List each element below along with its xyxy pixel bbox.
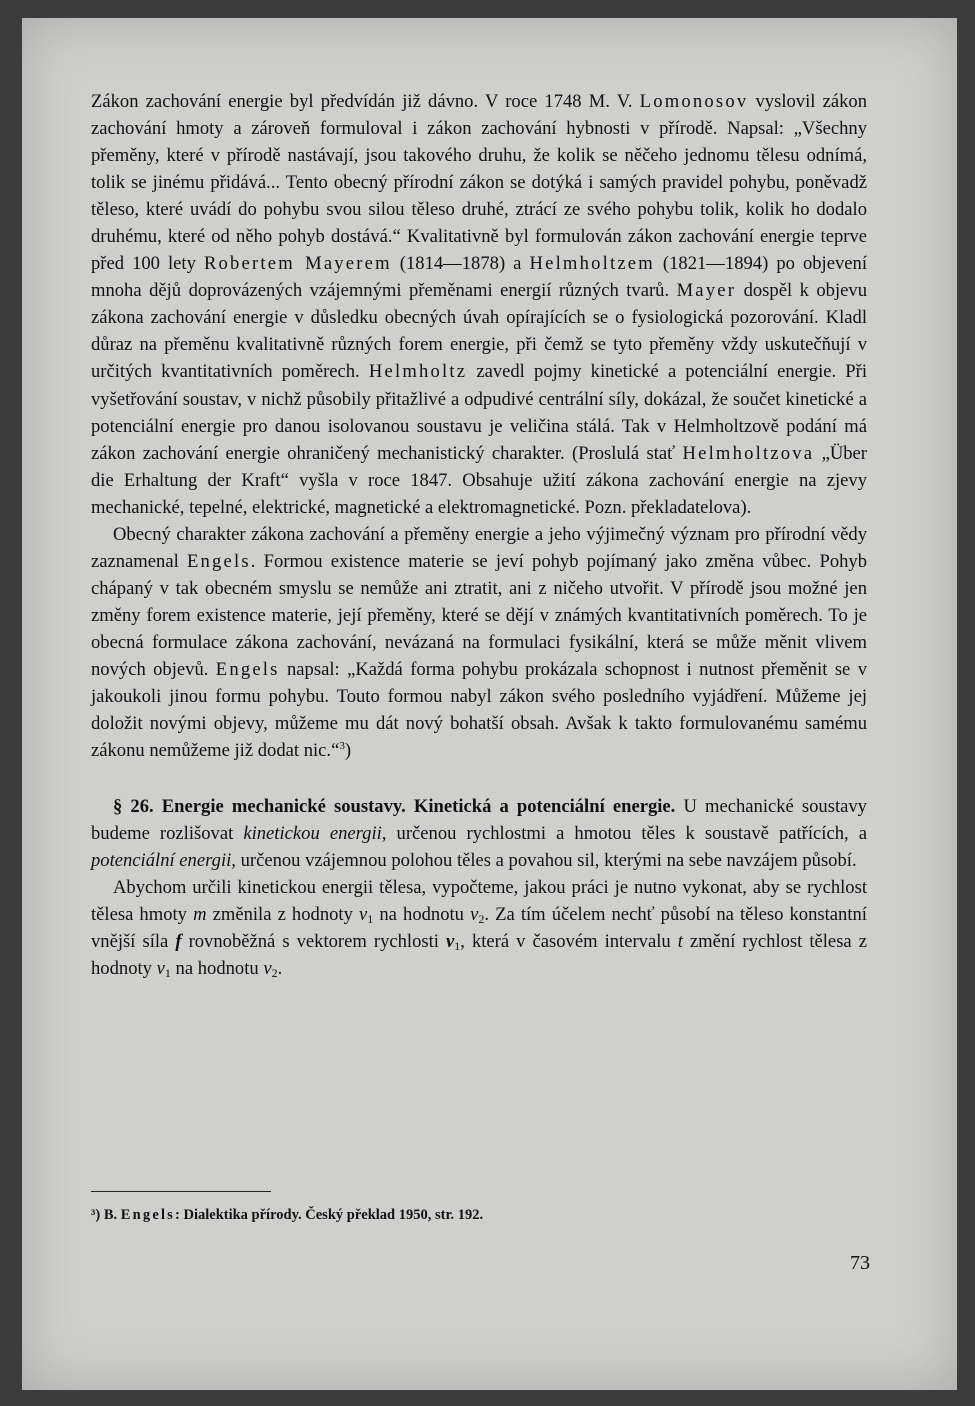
text-run: určenou vzájemnou polohou těles a povahou sil, kterými na sebe navzájem působí. bbox=[235, 850, 857, 872]
subscript: 2 bbox=[271, 966, 278, 981]
text-run: U mechanické soustavy budeme rozlišovat bbox=[91, 796, 867, 845]
text-run: . bbox=[277, 958, 283, 980]
text-run: napsal: „Každá forma pohybu prokázala schopnost i nutnost přeměnit se v jakoukoli jinou formu pohybu. Touto formou nabyl zákon svého posledního vyjádření. Můžeme jej doložit novými objevy, můžeme mu dát nový bohatší obsah. Avšak k takto formulovanému samému zákonu nemůžeme již dodat nic.“ bbox=[91, 658, 867, 762]
footnote-mark: ³ bbox=[91, 1207, 96, 1223]
section-gap bbox=[91, 764, 867, 793]
symbol-f: f bbox=[175, 931, 182, 953]
text-run: (1814—1878) a bbox=[391, 253, 530, 275]
text-run: změní rychlost tělesa z hodnoty bbox=[91, 931, 867, 980]
text-run: . Za tím účelem nechť působí na těleso konstantní vnější síla bbox=[91, 904, 867, 953]
paragraph-section-26 bbox=[91, 793, 867, 874]
subscript: 1 bbox=[367, 912, 374, 927]
name-engels: Engels bbox=[215, 658, 280, 680]
text-run: dospěl k objevu zákona zachování energie v důsledku obecných úvah opírajících se o fysiologická pozorování. Kladl důraz na přeměnu kvalitativně různých forem energie, při čemž se tyto přeměny vždy uskutečňují v určitých kvantitativních poměrech. bbox=[91, 280, 867, 383]
name-mayer: Robertem Mayerem bbox=[203, 253, 392, 275]
text-run: (1821—1894) po objevení mnoha dějů doprovázených vzájemnými přeměnami energií různých tvarů. bbox=[91, 253, 867, 302]
text-run: , která v časovém intervalu bbox=[460, 931, 678, 953]
symbol-m: m bbox=[193, 904, 207, 926]
subscript: 1 bbox=[454, 939, 461, 954]
text-column bbox=[91, 88, 867, 983]
paragraph-kinetic-energy bbox=[91, 874, 867, 982]
text-run: . Formou existence materie se jeví pohyb pojímaný jako změna vůbec. Pohyb chápaný v tak obecném smyslu se nemůže ani ztratit, ani z ničeho utvořit. V přírodě jsou možné jen změny forem existence materie, její přeměny, které se dějí v známých kvantitativních poměrech. To je obecná formulace zákona zachování, nevázaná na formulaci fysikální, která se může měnit vlivem nových objevů. bbox=[91, 550, 868, 680]
name-helmholtz: Helmholtz bbox=[368, 361, 468, 383]
name-mayer: Mayer bbox=[676, 280, 737, 302]
symbol-v: v bbox=[263, 958, 272, 980]
text-run: Zákon zachování energie byl předvídán již dávno. V roce 1748 M. V. bbox=[91, 91, 640, 112]
paragraph-history bbox=[91, 88, 867, 521]
term-kinetic: kinetickou energii, bbox=[243, 823, 387, 845]
name-engels: Engels bbox=[120, 1207, 176, 1223]
text-run: Abychom určili kinetickou energii tělesa, vypočteme, jakou práci je nutno vykonat, aby se rychlost tělesa hmoty bbox=[91, 877, 867, 926]
text-run: určenou rychlostmi a hmotou těles k soustavě patřících, a bbox=[386, 823, 867, 845]
footnote-ref: 3 bbox=[339, 740, 345, 753]
text-run: změnila z hodnoty bbox=[206, 904, 359, 926]
name-engels: Engels bbox=[186, 550, 251, 572]
term-potential: potenciální energii, bbox=[91, 850, 236, 872]
text-run: „Über die Erhaltung der Kraft“ vyšla v roce 1847. Obsahuje užití zákona zachování energie na zjevy mechanické, tepelné, elektrické, magnetické a elektromagnetické. Pozn. překladatelova). bbox=[91, 442, 867, 518]
symbol-v-vector: v bbox=[446, 931, 455, 953]
text-run: ) B. bbox=[95, 1207, 121, 1223]
paragraph-engels bbox=[91, 521, 867, 764]
section-heading: § 26. Energie mechanické soustavy. Kinetická a potenciální energie. bbox=[113, 796, 676, 818]
page-number: 73 bbox=[850, 1252, 870, 1274]
symbol-v: v bbox=[358, 904, 368, 926]
name-helmholtz: Helmholtzova bbox=[682, 442, 815, 464]
text-run: Obecný charakter zákona zachování a přeměny energie a jeho výjimečný význam pro přírodní vědy zaznamenal bbox=[91, 523, 867, 572]
text-run: : Dialektika přírody. Český překlad 1950, str. 192. bbox=[175, 1207, 484, 1223]
name-helmholtz: Helmholtzem bbox=[529, 253, 655, 275]
text-run: na hodnotu bbox=[373, 904, 471, 926]
footnote-divider bbox=[91, 1191, 271, 1192]
symbol-v: v bbox=[156, 958, 165, 980]
text-run: vyslovil zákon zachování hmoty a zároveň formuloval i zákon zachování hybnosti v přírodě. Napsal: „Všechny přeměny, které v přírodě nastávají, jsou takového druhu, že kolik se něčeho jednomu tělesu odnímá, tolik se jinému přidává... Tento obecný přírodní zákon se dotýká i samých pravidel pohybu, poněvadž těleso, které uvádí do pohybu svou silou těleso druhé, ztrácí ze svého pohybu tolik, kolik ho dodalo druhému, které od něho pohyb dostává.“ Kvalitativně byl formulován zákon zachování energie teprve před 100 lety bbox=[91, 91, 867, 275]
symbol-v: v bbox=[470, 904, 479, 926]
symbol-t: t bbox=[677, 931, 683, 953]
subscript: 2 bbox=[478, 912, 485, 927]
text-run: na hodnotu bbox=[170, 958, 264, 980]
text-run: ) bbox=[344, 740, 352, 762]
subscript: 1 bbox=[164, 966, 171, 981]
name-lomonosov: Lomonosov bbox=[639, 91, 749, 112]
text-run: rovnoběžná s vektorem rychlosti bbox=[181, 931, 446, 953]
text-run: zavedl pojmy kinetické a potenciální energie. Při vyšetřování soustav, v nichž působily přitažlivé a odpudivé centrální síly, dokázal, že součet kinetické a potenciální energie pro danou isolovanou soustavu je veličina stálá. Tak v Helmholtzově podání má zákon zachování energie ohraničený mechanistický charakter. (Proslulá stať bbox=[91, 361, 868, 464]
footnote bbox=[91, 1205, 867, 1225]
